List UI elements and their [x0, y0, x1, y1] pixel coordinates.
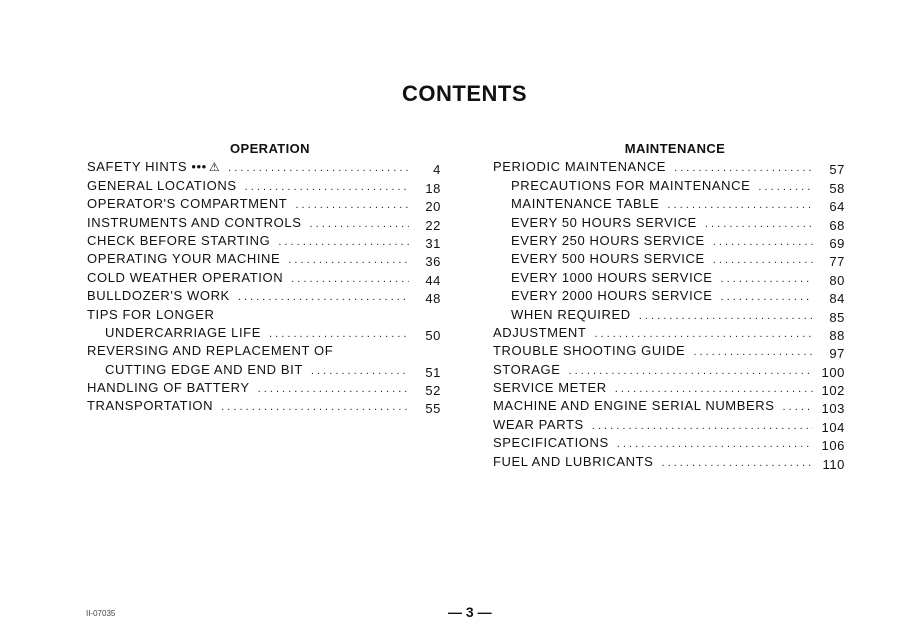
- toc-entry-label: [493, 379, 607, 397]
- toc-entry: [493, 214, 845, 232]
- toc-entry: [87, 214, 441, 232]
- toc-entry: [493, 177, 845, 195]
- toc-entry: [87, 158, 441, 176]
- toc-entry-page: 55: [425, 401, 441, 416]
- toc-entry-text: OPERATOR'S COMPARTMENT: [87, 196, 288, 212]
- toc-entry-page: 88: [829, 327, 845, 343]
- toc-entry-label: [493, 232, 705, 250]
- toc-entry: [493, 434, 845, 452]
- toc-entry-page: 68: [829, 217, 845, 232]
- toc-entry-page: 4: [433, 162, 441, 177]
- dot-leader: [667, 196, 813, 213]
- toc-entry-page: 102: [821, 383, 845, 398]
- dot-leader: [569, 362, 813, 379]
- toc-entry-label: [493, 361, 561, 379]
- toc-entry: [493, 250, 845, 268]
- dot-leader: [594, 325, 813, 342]
- toc-entry-text: MAINTENANCE TABLE: [511, 196, 660, 212]
- warning-icon: ⚠: [208, 160, 221, 175]
- toc-entry-label: [493, 177, 750, 195]
- toc-entry-page: 80: [829, 272, 845, 288]
- dot-leader: [278, 233, 409, 250]
- dot-leader: [295, 196, 409, 213]
- toc-entry-text: SPECIFICATIONS: [493, 435, 609, 451]
- dot-leader: [615, 380, 813, 397]
- dot-leader: [221, 398, 409, 415]
- toc-entry-label: [87, 269, 283, 287]
- toc-entry: [493, 379, 845, 397]
- toc-entry: [493, 397, 845, 415]
- toc-entry-page: 22: [425, 217, 441, 232]
- toc-entry-label: [87, 342, 333, 360]
- toc-entry-text: TIPS FOR LONGER: [87, 306, 215, 322]
- toc-entry-text: TROUBLE SHOOTING GUIDE: [493, 343, 686, 359]
- dot-leader: [245, 178, 409, 195]
- toc-entry: [493, 306, 845, 324]
- toc-entry-label: [493, 397, 775, 415]
- toc-entry-text: MACHINE AND ENGINE SERIAL NUMBERS: [493, 398, 775, 414]
- toc-entry-page: 48: [425, 291, 441, 306]
- toc-entry: [493, 324, 845, 342]
- toc-entry: [87, 287, 441, 305]
- toc-entry-text: WHEN REQUIRED: [511, 306, 631, 322]
- page-title: CONTENTS: [402, 81, 527, 106]
- toc-entry-page: 52: [425, 383, 441, 398]
- toc-entry-page: 64: [829, 199, 845, 214]
- toc-entry: [87, 306, 441, 324]
- toc-entry-label: [493, 214, 697, 232]
- toc-entry-text: WEAR PARTS: [493, 416, 584, 432]
- toc-entry-page: 31: [425, 235, 441, 251]
- page-number: — 3 —: [448, 604, 492, 620]
- dot-leader: [721, 270, 813, 287]
- toc-entry-page: 100: [821, 364, 845, 380]
- toc-entry-page: 84: [829, 291, 845, 306]
- toc-entry-text: GENERAL LOCATIONS: [87, 177, 237, 193]
- toc-entry-label: [87, 177, 237, 195]
- toc-entry-label: [493, 453, 653, 471]
- toc-entry: [493, 232, 845, 250]
- toc-entry-page: 69: [829, 235, 845, 251]
- toc-entry: [493, 416, 845, 434]
- dot-leader: [269, 325, 409, 342]
- toc-entry: [87, 379, 441, 397]
- toc-entry-page: 110: [822, 456, 845, 472]
- dot-leader: [592, 417, 813, 434]
- toc-entry: [87, 250, 441, 268]
- toc-entry-label: [493, 342, 685, 360]
- maintenance-section: [493, 140, 845, 471]
- toc-entry-page: 18: [425, 180, 441, 196]
- toc-entry-text: TRANSPORTATION: [87, 398, 214, 414]
- toc-entry: [87, 177, 441, 195]
- toc-entry-text: EVERY 50 HOURS SERVICE: [511, 214, 697, 230]
- dot-leader: [721, 288, 813, 305]
- toc-entry: [493, 287, 845, 305]
- operation-section: [87, 140, 441, 416]
- toc-entry-page: 57: [829, 162, 845, 177]
- toc-entry-label: [493, 324, 586, 342]
- toc-entry-text: SAFETY HINTS •••: [87, 159, 207, 175]
- toc-entry: [87, 195, 441, 213]
- dot-leader: [674, 159, 813, 176]
- dot-leader: [713, 251, 813, 268]
- dot-leader: [291, 270, 409, 287]
- toc-entry-label: [87, 324, 261, 342]
- toc-entry-text: PERIODIC MAINTENANCE: [493, 159, 667, 175]
- dot-leader: [693, 343, 813, 360]
- toc-entry-text: PRECAUTIONS FOR MAINTENANCE: [511, 177, 751, 193]
- toc-entry-page: 104: [821, 419, 845, 435]
- toc-entry-label: [493, 158, 666, 176]
- toc-entry-text: OPERATING YOUR MACHINE: [87, 251, 281, 267]
- toc-entry-label: [493, 416, 584, 434]
- dot-leader: [783, 398, 813, 415]
- toc-entry-text: ADJUSTMENT: [493, 324, 587, 340]
- toc-entry-text: BULLDOZER'S WORK: [87, 288, 230, 304]
- dot-leader: [228, 159, 409, 176]
- dot-leader: [617, 435, 813, 452]
- dot-leader: [639, 307, 813, 324]
- toc-entry-page: 36: [425, 254, 441, 269]
- dot-leader: [309, 215, 409, 232]
- toc-entry-text: CUTTING EDGE AND END BIT: [105, 361, 303, 377]
- dot-leader: [758, 178, 813, 195]
- document-code: II-07035: [86, 609, 116, 618]
- toc-entry-text: FUEL AND LUBRICANTS: [493, 453, 654, 469]
- toc-entry-label: [493, 287, 713, 305]
- toc-entry-label: [493, 195, 659, 213]
- toc-entry-page: 77: [829, 254, 845, 269]
- toc-entry-page: 97: [829, 346, 845, 361]
- toc-entry-text: COLD WEATHER OPERATION: [87, 269, 284, 285]
- toc-entry-label: [87, 232, 270, 250]
- toc-entry-label: [87, 306, 214, 324]
- toc-entry-text: UNDERCARRIAGE LIFE: [105, 324, 261, 340]
- toc-entry-text: SERVICE METER: [493, 380, 607, 396]
- dot-leader: [661, 454, 813, 471]
- toc-entry: [493, 453, 845, 471]
- toc-entry: [87, 397, 441, 415]
- toc-entry-label: [87, 214, 301, 232]
- toc-entry: [493, 342, 845, 360]
- toc-entry: [493, 158, 845, 176]
- toc-entry-text: REVERSING AND REPLACEMENT OF: [87, 343, 334, 359]
- toc-entry-page: 106: [821, 438, 845, 453]
- toc-entry-label: [493, 269, 713, 287]
- toc-entry: [87, 324, 441, 342]
- dot-leader: [258, 380, 409, 397]
- toc-entry-page: 51: [425, 364, 441, 380]
- toc-entry: [87, 361, 441, 379]
- toc-entry-text: INSTRUMENTS AND CONTROLS: [87, 214, 302, 230]
- toc-entry: [493, 361, 845, 379]
- toc-entry-page: 44: [425, 272, 441, 288]
- toc-entry-label: [87, 361, 303, 379]
- toc-entry-text: EVERY 1000 HOURS SERVICE: [511, 269, 713, 285]
- toc-entry: [493, 269, 845, 287]
- toc-entry-text: CHECK BEFORE STARTING: [87, 232, 271, 248]
- toc-entry: [87, 342, 441, 360]
- toc-entry-label: [87, 379, 250, 397]
- toc-entry-label: [87, 158, 220, 176]
- toc-entry-label: [87, 195, 287, 213]
- toc-entry-text: EVERY 250 HOURS SERVICE: [511, 232, 705, 248]
- toc-entry-label: [87, 287, 230, 305]
- dot-leader: [288, 251, 409, 268]
- toc-entry-text: HANDLING OF BATTERY: [87, 380, 250, 396]
- dot-leader: [705, 215, 813, 232]
- toc-entry-label: [87, 250, 280, 268]
- toc-entry-label: [493, 250, 705, 268]
- toc-entry: [87, 269, 441, 287]
- toc-entry-page: 50: [425, 327, 441, 343]
- toc-entry-text: EVERY 500 HOURS SERVICE: [511, 251, 705, 267]
- toc-entry: [493, 195, 845, 213]
- toc-entry-label: [493, 306, 631, 324]
- toc-entry-page: 58: [829, 180, 845, 196]
- maintenance-heading: MAINTENANCE: [624, 141, 726, 156]
- toc-entry-page: 20: [425, 199, 441, 214]
- toc-entry-label: [493, 434, 609, 452]
- toc-entry-page: 85: [829, 309, 845, 324]
- toc-entry-page: 103: [821, 401, 845, 416]
- dot-leader: [713, 233, 813, 250]
- operation-heading: OPERATION: [230, 141, 310, 156]
- toc-entry: [87, 232, 441, 250]
- toc-entry-label: [87, 397, 213, 415]
- dot-leader: [311, 362, 409, 379]
- toc-entry-text: EVERY 2000 HOURS SERVICE: [511, 288, 713, 304]
- toc-entry-text: STORAGE: [493, 361, 561, 377]
- dot-leader: [238, 288, 409, 305]
